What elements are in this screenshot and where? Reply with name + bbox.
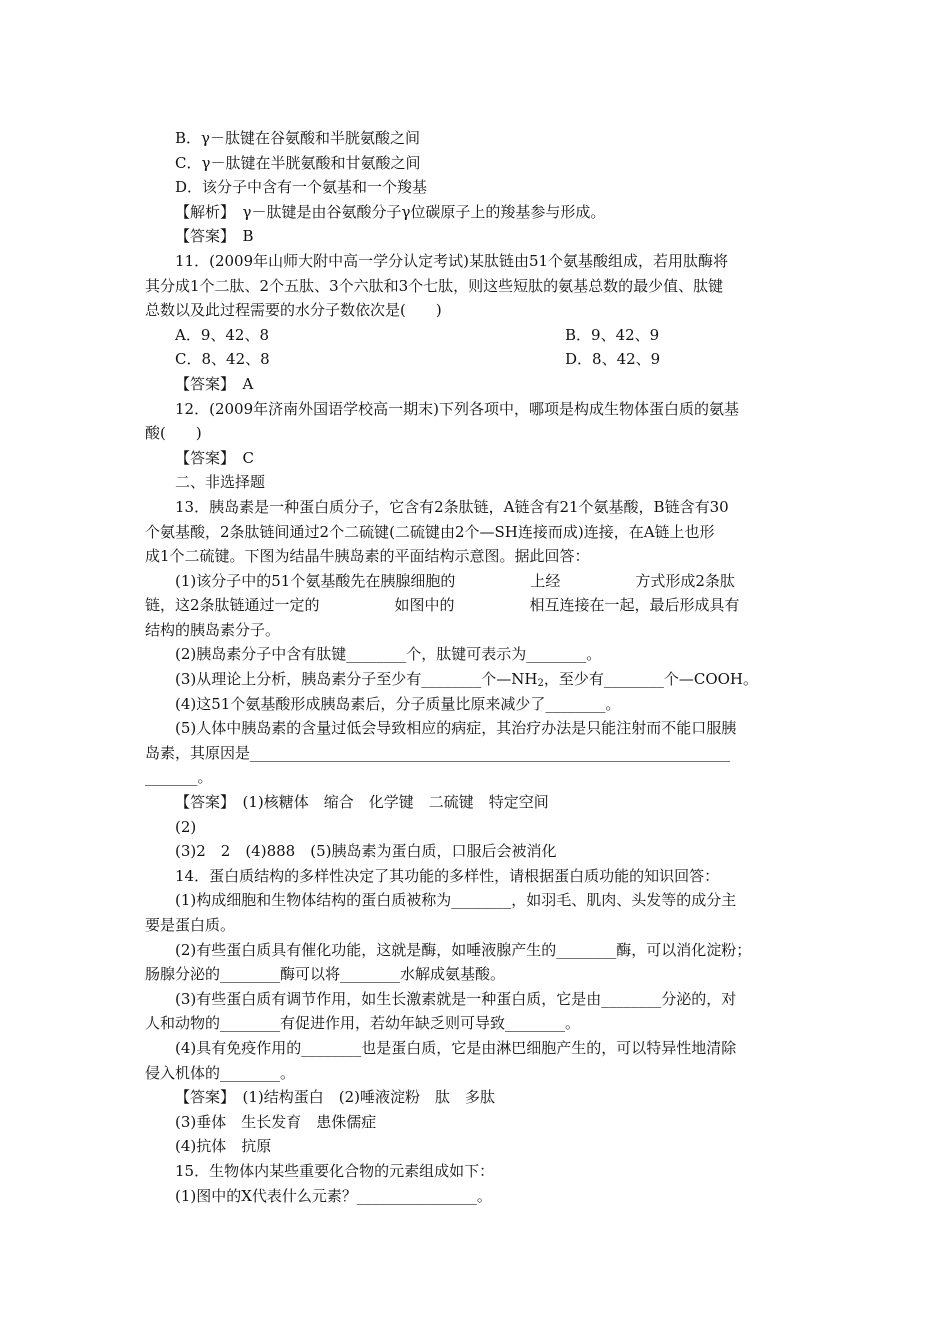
option-b-right: B．9、42、9	[565, 325, 660, 344]
answer-line: (3)2 2 (4)888 (5)胰岛素为蛋白质，口服后会被消化	[175, 842, 557, 861]
question-11-line-2: 其分成1个二肽、2个五肽、3个六肽和3个七肽，则这些短肽的氨基总数的最少值、肽键	[145, 276, 724, 295]
question-13-sub-1: (1)该分子中的51个氨基酸先在胰腺细胞的 上经 方式形成2条肽	[175, 571, 735, 590]
option-c: C．8、42、8	[175, 350, 270, 369]
question-13-sub-5-end: _______。	[145, 768, 213, 787]
question-12-line-1: 12．(2009年济南外国语学校高一期末)下列各项中，哪项是构成生物体蛋白质的氨基	[175, 399, 739, 418]
answer-line: (2)	[175, 817, 197, 836]
question-13-sub-5: (5)人体中胰岛素的含量过低会导致相应的病症，其治疗办法是只能注射而不能口服胰	[175, 719, 737, 738]
question-13-line-3: 成1个二硫键。下图为结晶牛胰岛素的平面结构示意图。据此回答：	[145, 547, 590, 566]
question-13-sub-3	[145, 667, 805, 692]
question-14-sub-4: (4)具有免疫作用的________也是蛋白质，它是由淋巴细胞产生的，可以特异性地清除	[175, 1038, 737, 1057]
question-14-sub-2: (2)有些蛋白质具有催化功能，这就是酶，如唾液腺产生的________酶，可以消化淀粉；	[175, 940, 752, 959]
question-13-sub-1-cont: 链，这2条肽链通过一定的 如图中的 相互连接在一起，最后形成具有	[145, 596, 740, 615]
answer-label: 【答案】 C	[175, 448, 254, 467]
question-15-sub-1: (1)图中的X代表什么元素？________________。	[175, 1186, 492, 1205]
question-12-line-2: 酸( )	[145, 424, 202, 443]
option-d: D．该分子中含有一个氨基和一个羧基	[175, 178, 428, 197]
sub-3-tail: ，至少有________个—COOH。	[543, 670, 758, 689]
question-13-sub-2: (2)胰岛素分子中含有肽键________个，肽键可表示为________。	[175, 645, 602, 664]
sub-3-text: (3)从理论上分析，胰岛素分子至少有________个—NH	[175, 670, 538, 689]
question-14-sub-3-cont: 人和动物的________有促进作用，若幼年缺乏则可导致________。	[145, 1014, 581, 1033]
question-14-sub-2-cont: 肠腺分泌的________酶可以将________水解成氨基酸。	[145, 965, 506, 984]
question-13-sub-5-cont: 岛素，其原因是________________________________________________________________	[145, 743, 731, 762]
question-14-sub-4-cont: 侵入机体的________。	[145, 1063, 296, 1082]
option-a: A．9、42、8	[175, 325, 270, 344]
question-14-line-1: 14．蛋白质结构的多样性决定了其功能的多样性，请根据蛋白质功能的知识回答：	[175, 866, 720, 885]
subscript: 2	[537, 678, 544, 690]
question-15-line-1: 15．生物体内某些重要化合物的元素组成如下：	[175, 1161, 495, 1180]
analysis-text: 【解析】 γ－肽键是由谷氨酸分子γ位碳原子上的羧基参与形成。	[175, 202, 606, 221]
answer-label: 【答案】 B	[175, 227, 254, 246]
question-14-sub-3: (3)有些蛋白质有调节作用，如生长激素就是一种蛋白质，它是由________分泌的，对	[175, 989, 737, 1008]
answer-label: 【答案】 (1)结构蛋白 (2)唾液淀粉 肽 多肽	[175, 1088, 495, 1107]
question-14-sub-1-cont: 要是蛋白质。	[145, 916, 236, 934]
answer-label: 【答案】 (1)核糖体 缩合 化学键 二硫键 特定空间	[175, 793, 549, 812]
question-13-sub-1-end: 结构的胰岛素分子。	[145, 620, 281, 639]
section-heading: 二、非选择题	[175, 473, 266, 492]
option-d-right: D．8、42、9	[565, 350, 661, 369]
question-14-sub-1: (1)构成细胞和生物体结构的蛋白质被称为________，如羽毛、肌肉、头发等的成分主	[175, 891, 737, 910]
document-body	[145, 126, 805, 1208]
options-row-1	[145, 323, 805, 348]
question-13-line-1: 13．胰岛素是一种蛋白质分子，它含有2条肽链，A链含有21个氨基酸，B链含有30	[175, 497, 729, 516]
answer-line: (4)抗体 抗原	[175, 1137, 272, 1156]
question-11-line-3: 总数以及此过程需要的水分子数依次是( )	[145, 301, 442, 320]
question-13-line-2: 个氨基酸，2条肽链间通过2个二硫键(二硫键由2个—SH连接而成)连接，在A链上也形	[145, 522, 715, 541]
options-row-2	[145, 347, 805, 372]
question-13-sub-4: (4)这51个氨基酸形成胰岛素后，分子质量比原来减少了________。	[175, 694, 621, 713]
option-c: C．γ－肽键在半胱氨酸和甘氨酸之间	[175, 153, 421, 172]
answer-line: (3)垂体 生长发育 患侏儒症	[175, 1112, 377, 1131]
option-b: B．γ－肽键在谷氨酸和半胱氨酸之间	[175, 129, 420, 147]
question-11-line-1: 11．(2009年山师大附中高一学分认定考试)某肽链由51个氨基酸组成，若用肽酶将	[175, 251, 729, 270]
answer-label: 【答案】 A	[175, 374, 254, 393]
